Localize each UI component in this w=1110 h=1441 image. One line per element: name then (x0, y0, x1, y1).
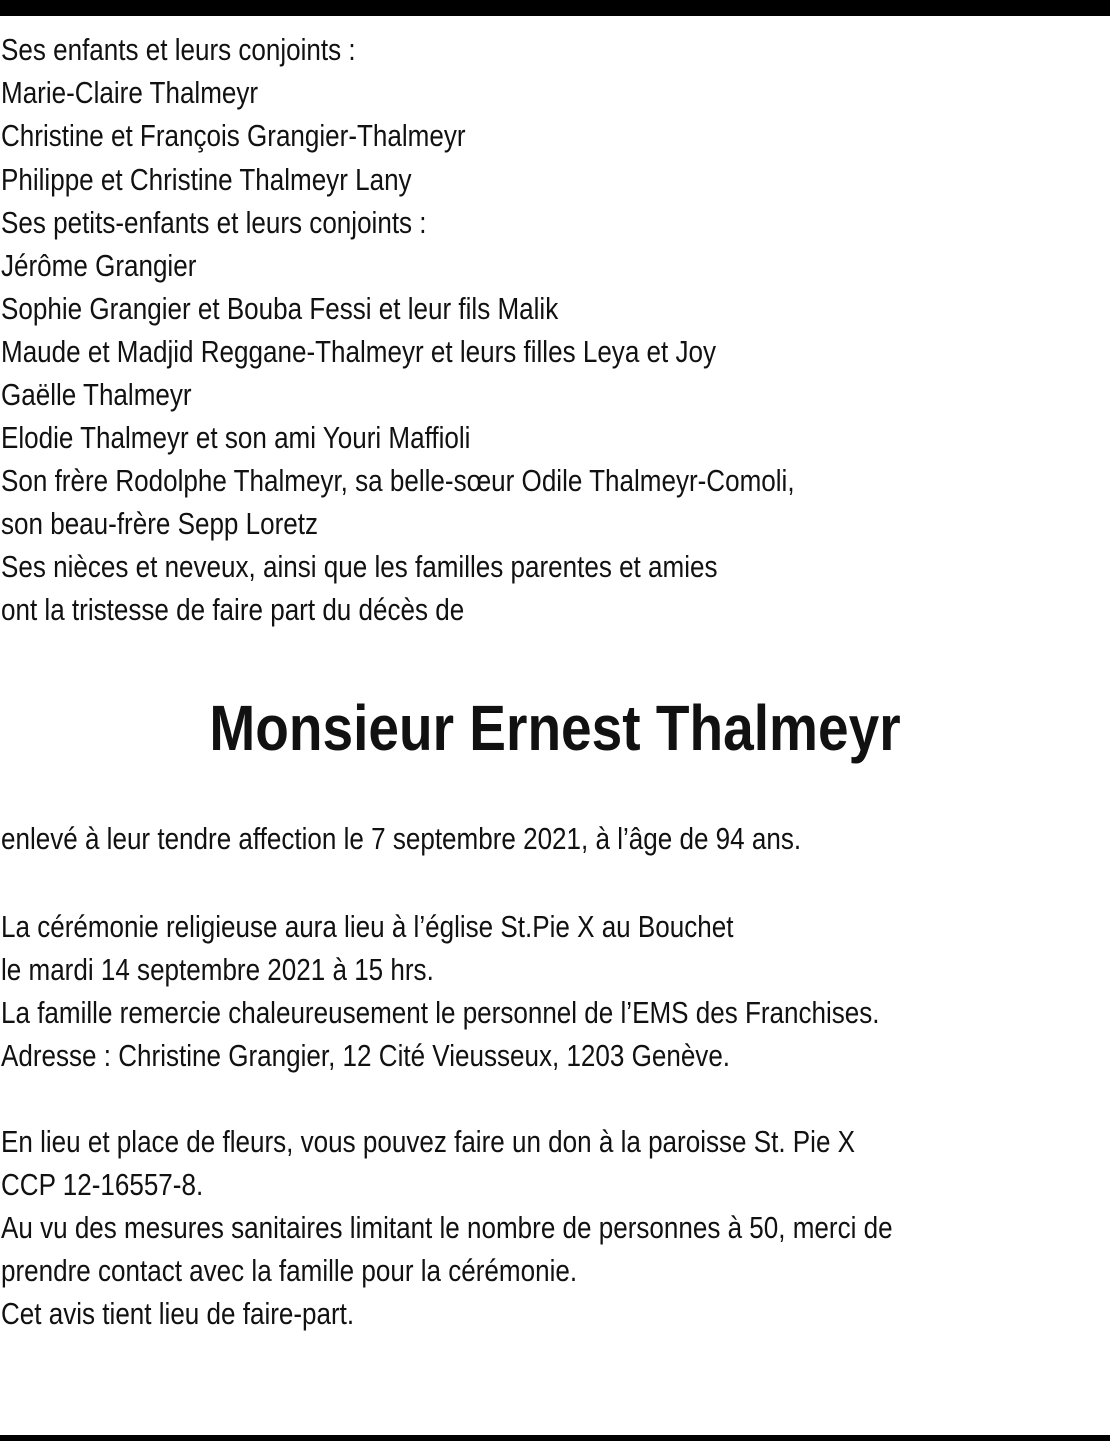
family-line: son beau-frère Sepp Loretz (1, 506, 319, 541)
ceremony-line: Adresse : Christine Grangier, 12 Cité Vieusseux, 1203 Genève. (1, 1038, 731, 1073)
ceremony-line: La cérémonie religieuse aura lieu à l’église St.Pie X au Bouchet (1, 909, 734, 944)
family-line: ont la tristesse de faire part du décès de (1, 592, 465, 627)
family-line: Christine et François Grangier-Thalmeyr (1, 118, 466, 153)
family-line: Jérôme Grangier (1, 248, 197, 283)
top-border-rule (0, 0, 1110, 16)
donation-line: Cet avis tient lieu de faire-part. (1, 1296, 355, 1331)
passing-line: enlevé à leur tendre affection le 7 septembre 2021, à l’âge de 94 ans. (1, 821, 802, 856)
family-line: Ses petits-enfants et leurs conjoints : (1, 205, 427, 240)
family-line: Marie-Claire Thalmeyr (1, 75, 259, 110)
family-line: Maude et Madjid Reggane-Thalmeyr et leurs filles Leya et Joy (1, 334, 717, 369)
family-line: Sophie Grangier et Bouba Fessi et leur fils Malik (1, 291, 559, 326)
ceremony-line: La famille remercie chaleureusement le personnel de l’EMS des Franchises. (1, 995, 880, 1030)
donation-line: CCP 12-16557-8. (1, 1167, 204, 1202)
family-line: Elodie Thalmeyr et son ami Youri Maffioli (1, 420, 471, 455)
family-line: Philippe et Christine Thalmeyr Lany (1, 162, 412, 197)
bottom-border-rule (0, 1435, 1110, 1441)
donation-line: Au vu des mesures sanitaires limitant le nombre de personnes à 50, merci de (1, 1210, 893, 1245)
family-line: Son frère Rodolphe Thalmeyr, sa belle-sœur Odile Thalmeyr-Comoli, (1, 463, 795, 498)
deceased-name-heading: Monsieur Ernest Thalmeyr (209, 692, 901, 764)
donation-line: En lieu et place de fleurs, vous pouvez faire un don à la paroisse St. Pie X (1, 1124, 856, 1159)
family-line: Ses nièces et neveux, ainsi que les familles parentes et amies (1, 549, 718, 584)
family-line: Gaëlle Thalmeyr (1, 377, 192, 412)
ceremony-line: le mardi 14 septembre 2021 à 15 hrs. (1, 952, 434, 987)
donation-line: prendre contact avec la famille pour la cérémonie. (1, 1253, 578, 1288)
family-line: Ses enfants et leurs conjoints : (1, 32, 356, 67)
